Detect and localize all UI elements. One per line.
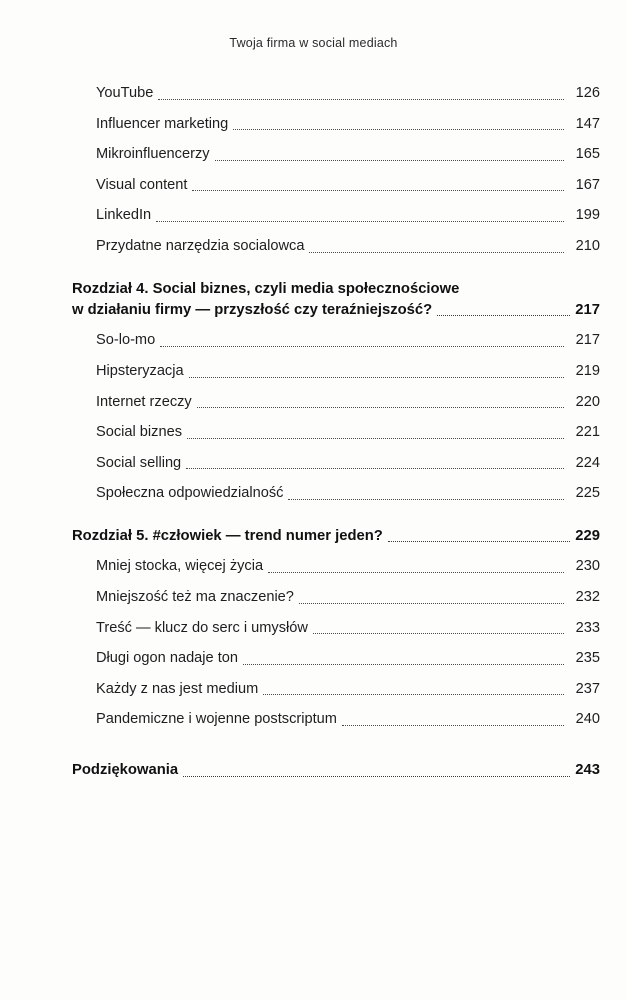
toc-entry-page: 219 — [575, 363, 600, 380]
toc-entry[interactable] — [96, 706, 600, 734]
toc-entry-label: Treść — klucz do serc i umysłów — [96, 619, 308, 636]
toc-chapter-4-line2: w działaniu firmy — przyszłość czy teraźniejszość? — [72, 302, 433, 319]
toc-leader — [313, 632, 564, 634]
toc-leader — [342, 724, 564, 726]
toc-entry-label: Mikroinfluencerzy — [96, 146, 210, 163]
toc-acknowledgements-page: 243 — [575, 762, 600, 779]
toc-entry[interactable] — [96, 172, 600, 200]
toc-leader — [160, 345, 564, 347]
toc-chapter-4[interactable] — [72, 279, 600, 322]
toc-leader — [309, 251, 564, 253]
toc-entry-page: 235 — [575, 650, 600, 667]
toc-acknowledgements[interactable] — [72, 760, 600, 781]
toc-group-chapter3-continued — [72, 80, 600, 261]
toc-entry-label: Mniej stocka, więcej życia — [96, 558, 264, 575]
toc-group-chapter4 — [72, 327, 600, 508]
toc-entry-label: Hipsteryzacja — [96, 363, 184, 380]
toc-entry[interactable] — [96, 141, 600, 169]
toc-entry[interactable] — [96, 327, 600, 355]
toc-leader — [192, 189, 564, 191]
toc-chapter-4-line1: Rozdział 4. Social biznes, czyli media społecznościowe — [72, 280, 460, 297]
toc-entry[interactable] — [96, 615, 600, 643]
toc-entry-label: Visual content — [96, 176, 188, 193]
toc-entry-label: Każdy z nas jest medium — [96, 680, 259, 697]
toc-chapter-5[interactable] — [72, 526, 600, 547]
toc-leader — [189, 376, 564, 378]
toc-entry-page: 237 — [575, 680, 600, 697]
toc-entry-page: 233 — [575, 619, 600, 636]
toc-entry-page: 217 — [575, 332, 600, 349]
toc-acknowledgements-label: Podziękowania — [72, 762, 179, 779]
toc-leader — [156, 220, 564, 222]
toc-entry[interactable] — [96, 358, 600, 386]
toc-entry-label: Przydatne narzędzia socialowca — [96, 237, 305, 254]
toc-entry-page: 199 — [575, 207, 600, 224]
toc-leader — [183, 775, 570, 777]
toc-entry-label: YouTube — [96, 85, 154, 101]
toc-entry-page: 240 — [575, 711, 600, 728]
toc-entry-page: 221 — [575, 424, 600, 441]
toc-entry[interactable] — [96, 584, 600, 612]
toc-entry-label: Social selling — [96, 454, 182, 471]
toc-leader — [299, 602, 564, 604]
toc-entry-page: 167 — [575, 176, 600, 193]
toc-entry-label: Długi ogon nadaje ton — [96, 650, 238, 667]
toc-leader — [263, 693, 564, 695]
running-head: Twoja firma w social mediach — [229, 36, 398, 50]
toc-entry-page: 165 — [575, 146, 600, 163]
toc-entry-label: Social biznes — [96, 424, 182, 441]
toc-entry-label: Internet rzeczy — [96, 393, 192, 410]
toc-leader — [243, 663, 564, 665]
toc-entry-page: 210 — [575, 237, 600, 254]
toc-entry[interactable] — [96, 389, 600, 417]
toc-leader — [268, 571, 564, 573]
toc-entry-label: LinkedIn — [96, 207, 152, 224]
toc-entry-label: Społeczna odpowiedzialność — [96, 485, 284, 502]
toc-entry[interactable] — [96, 676, 600, 704]
toc-entry-page: 232 — [575, 589, 600, 606]
toc-entry[interactable] — [96, 202, 600, 230]
toc-entry[interactable] — [96, 480, 600, 508]
toc-leader — [186, 467, 564, 469]
toc-leader — [158, 98, 564, 100]
toc-entry-page: 225 — [575, 485, 600, 502]
toc-chapter-4-page: 217 — [575, 302, 600, 319]
toc-entry-page: 147 — [575, 115, 600, 132]
toc-chapter-5-label: Rozdział 5. #człowiek — trend numer jeden? — [72, 528, 383, 545]
toc-leader — [197, 406, 564, 408]
toc-entry-label: Mniejszość też ma znaczenie? — [96, 589, 294, 606]
toc-group-chapter5 — [72, 553, 600, 734]
toc-entry-page: 126 — [575, 85, 600, 101]
toc-entry[interactable] — [96, 419, 600, 447]
toc-leader — [288, 498, 564, 500]
toc-entry[interactable] — [96, 80, 600, 108]
toc-entry[interactable] — [96, 111, 600, 139]
toc-entry[interactable] — [96, 233, 600, 261]
toc-entry-page: 224 — [575, 454, 600, 471]
table-of-contents — [72, 80, 600, 788]
toc-chapter-5-page: 229 — [575, 528, 600, 545]
toc-entry-label: Pandemiczne i wojenne postscriptum — [96, 711, 337, 728]
toc-leader — [437, 314, 570, 316]
toc-entry[interactable] — [96, 450, 600, 478]
toc-entry-page: 230 — [575, 558, 600, 575]
toc-entry-label: Influencer marketing — [96, 115, 229, 132]
toc-leader — [233, 128, 564, 130]
toc-leader — [215, 159, 564, 161]
toc-entry-label: So-lo-mo — [96, 332, 156, 349]
toc-leader — [187, 437, 564, 439]
toc-leader — [388, 540, 570, 542]
toc-entry-page: 220 — [575, 393, 600, 410]
toc-entry[interactable] — [96, 553, 600, 581]
toc-entry[interactable] — [96, 645, 600, 673]
